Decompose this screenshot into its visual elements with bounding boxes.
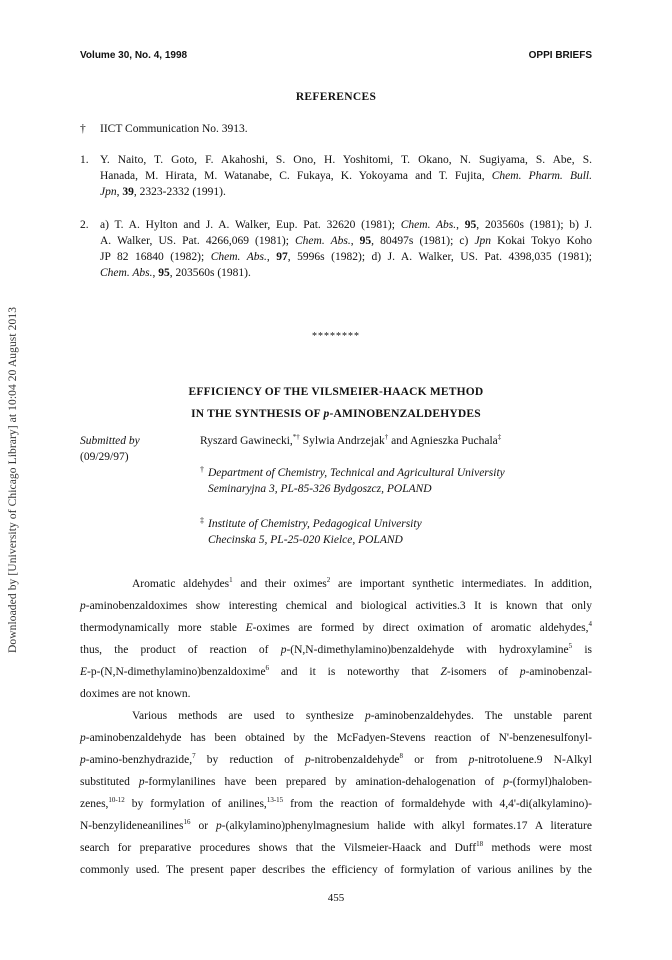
affiliation-line: Checinska 5, PL-25-020 Kielce, POLAND [208, 534, 403, 546]
body-line: Various methods are used to synthesize p-aminobenzaldehydes. The unstable parent [132, 710, 592, 722]
body-line: search for preparative procedures shows that the Vilsmeier-Haack and Duff$^{18}$ methods were most [80, 840, 592, 854]
body-line: substituted p-formylanilines have been prepared by amination-dehalogenation of p-(formyl)haloben- [80, 776, 592, 788]
section-separator: ******** [312, 331, 360, 342]
body-line: p-amino-benzhydrazide,$^7$ by reduction of p-nitrobenzaldehyde$^8$ or from p-nitrotoluene.9 N-Alkyl [80, 752, 593, 766]
affiliation-1 [200, 465, 505, 497]
body-line: p-aminobenzaldehyde has been obtained by the McFadyen-Stevens reaction of N'-benzenesulfonyl- [80, 732, 592, 744]
reference-line: Y. Naito, T. Goto, F. Akahoshi, S. Ono, H. Yoshitomi, T. Okano, N. Sugiyama, S. Abe, S. [100, 154, 592, 166]
body-line: Aromatic aldehydes$^1$ and their oximes$^2$ are important synthetic intermediates. In addition, [132, 576, 592, 590]
page-number: 455 [327, 892, 345, 904]
affiliation-mark: † [200, 465, 204, 474]
reference-text [100, 152, 592, 200]
dagger-note-text: IICT Communication No. 3913. [100, 123, 248, 135]
author-list: Ryszard Gawinecki,*† Sylwia Andrzejak† and Agnieszka Puchala‡ [200, 433, 502, 447]
title-line: EFFICIENCY OF THE VILSMEIER-HAACK METHOD [188, 386, 484, 398]
reference-text [100, 217, 592, 281]
body-line: zenes,$^{10-12}$ by formylation of anilines,$^{13-15}$ from the reaction of formaldehyde with 4,4'-di(alkylamino)- [80, 796, 592, 810]
body-line: doximes are not known. [80, 688, 191, 700]
reference-line: a) T. A. Hylton and J. A. Walker, Eup. Pat. 32620 (1981); Chem. Abs., 95, 203560s (1981); b) J. [100, 219, 593, 231]
body-line: thermodynamically more stable E-oximes are formed by direct oximation of aromatic aldehydes,$^4$ [80, 620, 592, 634]
submitted-label: Submitted by [80, 435, 140, 447]
affiliation-mark: ‡ [200, 516, 204, 525]
download-watermark [0, 0, 26, 960]
section-name: OPPI BRIEFS [528, 50, 592, 61]
reference-line: A. Walker, US. Pat. 4266,069 (1981); Chem. Abs., 95, 80497s (1981); c) Jpn Kokai Tokyo Koho [100, 235, 592, 247]
volume-info: Volume 30, No. 4, 1998 [80, 50, 188, 61]
affiliation-2 [200, 516, 422, 548]
reference-line: Chem. Abs., 95, 203560s (1981). [100, 267, 251, 279]
reference-line: Hanada, M. Hirata, M. Watanabe, C. Fukaya, K. Yokoyama and T. Fujita, Chem. Pharm. Bull. [100, 170, 592, 182]
dagger-mark: † [80, 123, 86, 135]
affiliation-line: Institute of Chemistry, Pedagogical University [208, 518, 422, 530]
submitted-date: (09/29/97) [80, 451, 129, 463]
running-header [80, 50, 592, 61]
article-title [80, 381, 592, 425]
reference-line: JP 82 16840 (1982); Chem. Abs., 97, 5996s (1982); d) J. A. Walker, US. Pat. 4398,035 (1981); [100, 251, 592, 263]
affiliation-line: Seminaryjna 3, PL-85-326 Bydgoszcz, POLAND [208, 483, 432, 495]
title-line: IN THE SYNTHESIS OF p-AMINOBENZALDEHYDES [191, 408, 481, 420]
body-line: commonly used. The present paper describes the efficiency of formylation of various anilines by the [80, 864, 592, 876]
submission-info [80, 433, 140, 465]
references-heading: REFERENCES [295, 91, 377, 103]
reference-number: 1. [80, 154, 89, 166]
body-line: thus, the product of reaction of p-(N,N-dimethylamino)benzaldehyde with hydroxylamine$^5$ is [80, 642, 593, 656]
reference-number: 2. [80, 219, 89, 231]
article-body [80, 573, 592, 881]
body-line: E-p-(N,N-dimethylamino)benzaldoxime$^6$ and it is noteworthy that Z-isomers of p-aminobenzal- [80, 664, 593, 678]
affiliation-line: Department of Chemistry, Technical and Agricultural University [208, 467, 505, 479]
download-note: Downloaded by [University of Chicago Library] at 10:04 20 August 2013 [7, 306, 19, 654]
body-line: N-benzylideneanilines$^{16}$ or p-(alkylamino)phenylmagnesium halide with alkyl formates.17 A literature [80, 818, 592, 832]
body-line: p-aminobenzaldoximes show interesting chemical and biological activities.3 It is known that only [80, 600, 592, 612]
reference-line: Jpn, 39, 2323-2332 (1991). [100, 186, 226, 198]
